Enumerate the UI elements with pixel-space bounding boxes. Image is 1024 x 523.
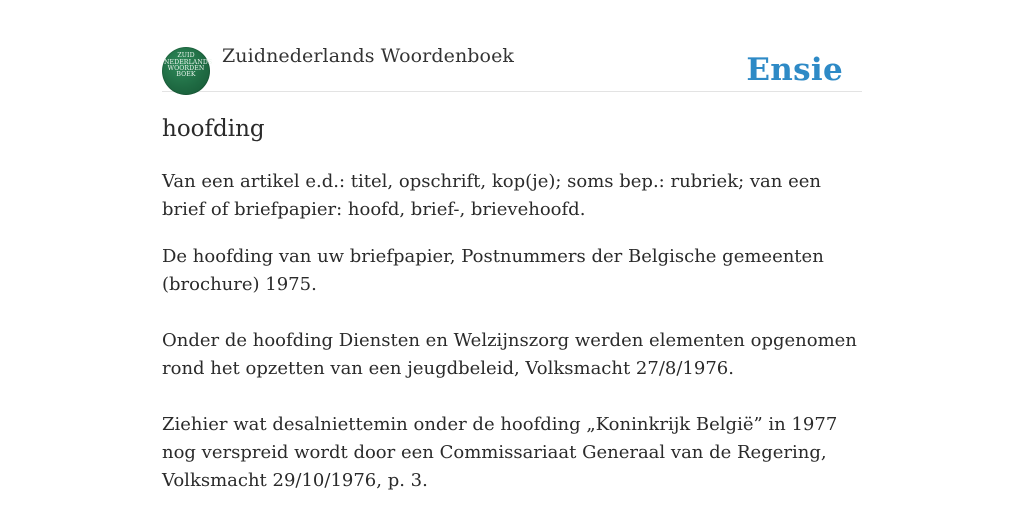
ensie-brand-logo[interactable]: Ensie (746, 52, 843, 88)
entry-definition: Van een artikel e.d.: titel, opschrift, kop(je); soms bep.: rubriek; van een brief of briefpapier: hoofd, brief-, brievehoofd. (162, 171, 822, 220)
entry-examples (162, 243, 862, 523)
dictionary-logo[interactable] (162, 47, 213, 95)
example-quote: Ziehier wat desalniettemin onder de hoofding „Koninkrijk België” in 1977 nog verspreid wordt door een Commissariaat Generaal van de Regering, Volksmacht 29/10/1976, p. 3. (162, 414, 838, 491)
example-quote: Onder de hoofding Diensten en Welzijnszorg werden elementen opgenomen rond het opzetten van een jeugdbeleid, Volksmacht 27/8/1976. (162, 330, 857, 379)
entry-term: hoofding (162, 116, 265, 142)
page-container (162, 0, 862, 512)
site-header (162, 44, 862, 92)
logo-text: ZUID NEDERLANDS WOORDEN BOEK (164, 52, 213, 79)
site-title[interactable]: Zuidnederlands Woordenboek (222, 45, 515, 67)
example-quote: De hoofding van uw briefpapier, Postnummers der Belgische gemeenten (brochure) 1975. (162, 246, 824, 295)
